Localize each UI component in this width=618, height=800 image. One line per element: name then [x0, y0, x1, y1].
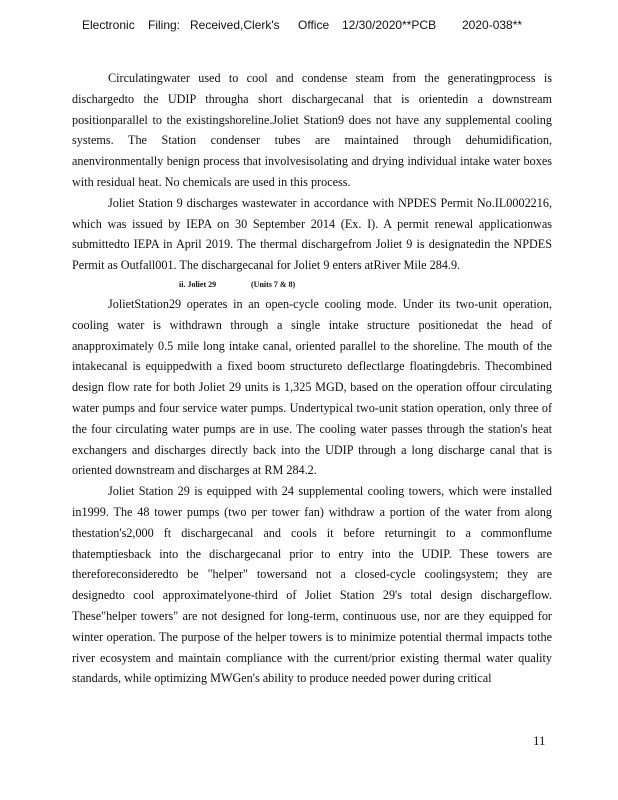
header-date: 12/30/2020**PCB — [342, 18, 437, 32]
document-body — [72, 68, 552, 689]
header-filing: Filing: — [148, 18, 181, 32]
header-docket: 2020-038** — [462, 18, 523, 32]
header-received: Received,Clerk's — [190, 18, 280, 32]
paragraph-joliet29-operation: JolietStation29 operates in an open-cycle cooling mode. Under its two-unit operation, cooling water is withdrawn through a single intake structure positionedat the head of anapproximately 0.5 mile long intake canal, oriented parallel to the shoreline. The mouth of the intakecanal is equippedwith a fixed boom structureto deflectlarge floatingdebris. Thecombined design flow rate for both Joliet 29 units is 1,325 MGD, based on the operation offour circulating water pumps and four service water pumps. Undertypical two-unit station operation, only three of the four circulating water pumps are in use. The cooling water passes through the station's heat exchangers and discharges directly back into the UDIP through a long discharge canal that is oriented downstream and discharges at RM 284.2. — [72, 296, 552, 478]
page-number: 11 — [533, 733, 546, 748]
header-electronic: Electronic — [82, 18, 135, 32]
filing-header — [82, 18, 602, 32]
header-office: Office — [298, 18, 330, 32]
paragraph-joliet29-towers: Joliet Station 29 is equipped with 24 supplemental cooling towers, which were installed in1999. The 48 tower pumps (two per tower fan) withdraw a portion of the water from along thestation's2,000 ft dischargecanal and cools it before returningit to a commonflume thatemptiesback into the dischargecanal prior to entry into the UDIP. These towers are thereforeconsideredto be "helper" towersand not a closed-cycle coolingsystem; they are designedto cool approximatelyone-third of Joliet Station 29's total design dischargeflow. These"helper towers" are not designed for long-term, continuous use, nor are they equipped for winter operation. The purpose of the helper towers is to minimize potential thermal impacts tothe river ecosystem and maintain compliance with the current/prior existing thermal water quality standards, while optimizing MWGen's ability to produce needed power during critical — [72, 484, 552, 686]
paragraph-joliet9-npdes: Joliet Station 9 discharges wastewater in accordance with NPDES Permit No.IL0002216, which was issued by IEPA on 30 September 2014 (Ex. I). A permit renewal applicationwas submittedto IEPA in April 2019. The thermal dischargefrom Joliet 9 is designatedin the NPDES Permit as Outfall001. The dischargecanal for Joliet 9 enters atRiver Mile 284.9. — [72, 195, 552, 273]
section-subheading — [72, 276, 552, 294]
paragraph-joliet9-cooling: Circulatingwater used to cool and condense steam from the generatingprocess is dischargedto the UDIP througha short dischargecanal that is orientedin a downstream positionparallel to the existingshoreline.Joliet Station9 does not have any supplemental cooling systems. The Station condenser tubes are maintained through dehumidification, anenvironmentally benign process that involvesisolating and drying individual intake water boxes with residual heat. No chemicals are used in this process. — [72, 71, 552, 189]
subheading-label: ii. Joliet 29 — [179, 279, 217, 289]
subheading-units: (Units 7 & 8) — [251, 279, 296, 289]
